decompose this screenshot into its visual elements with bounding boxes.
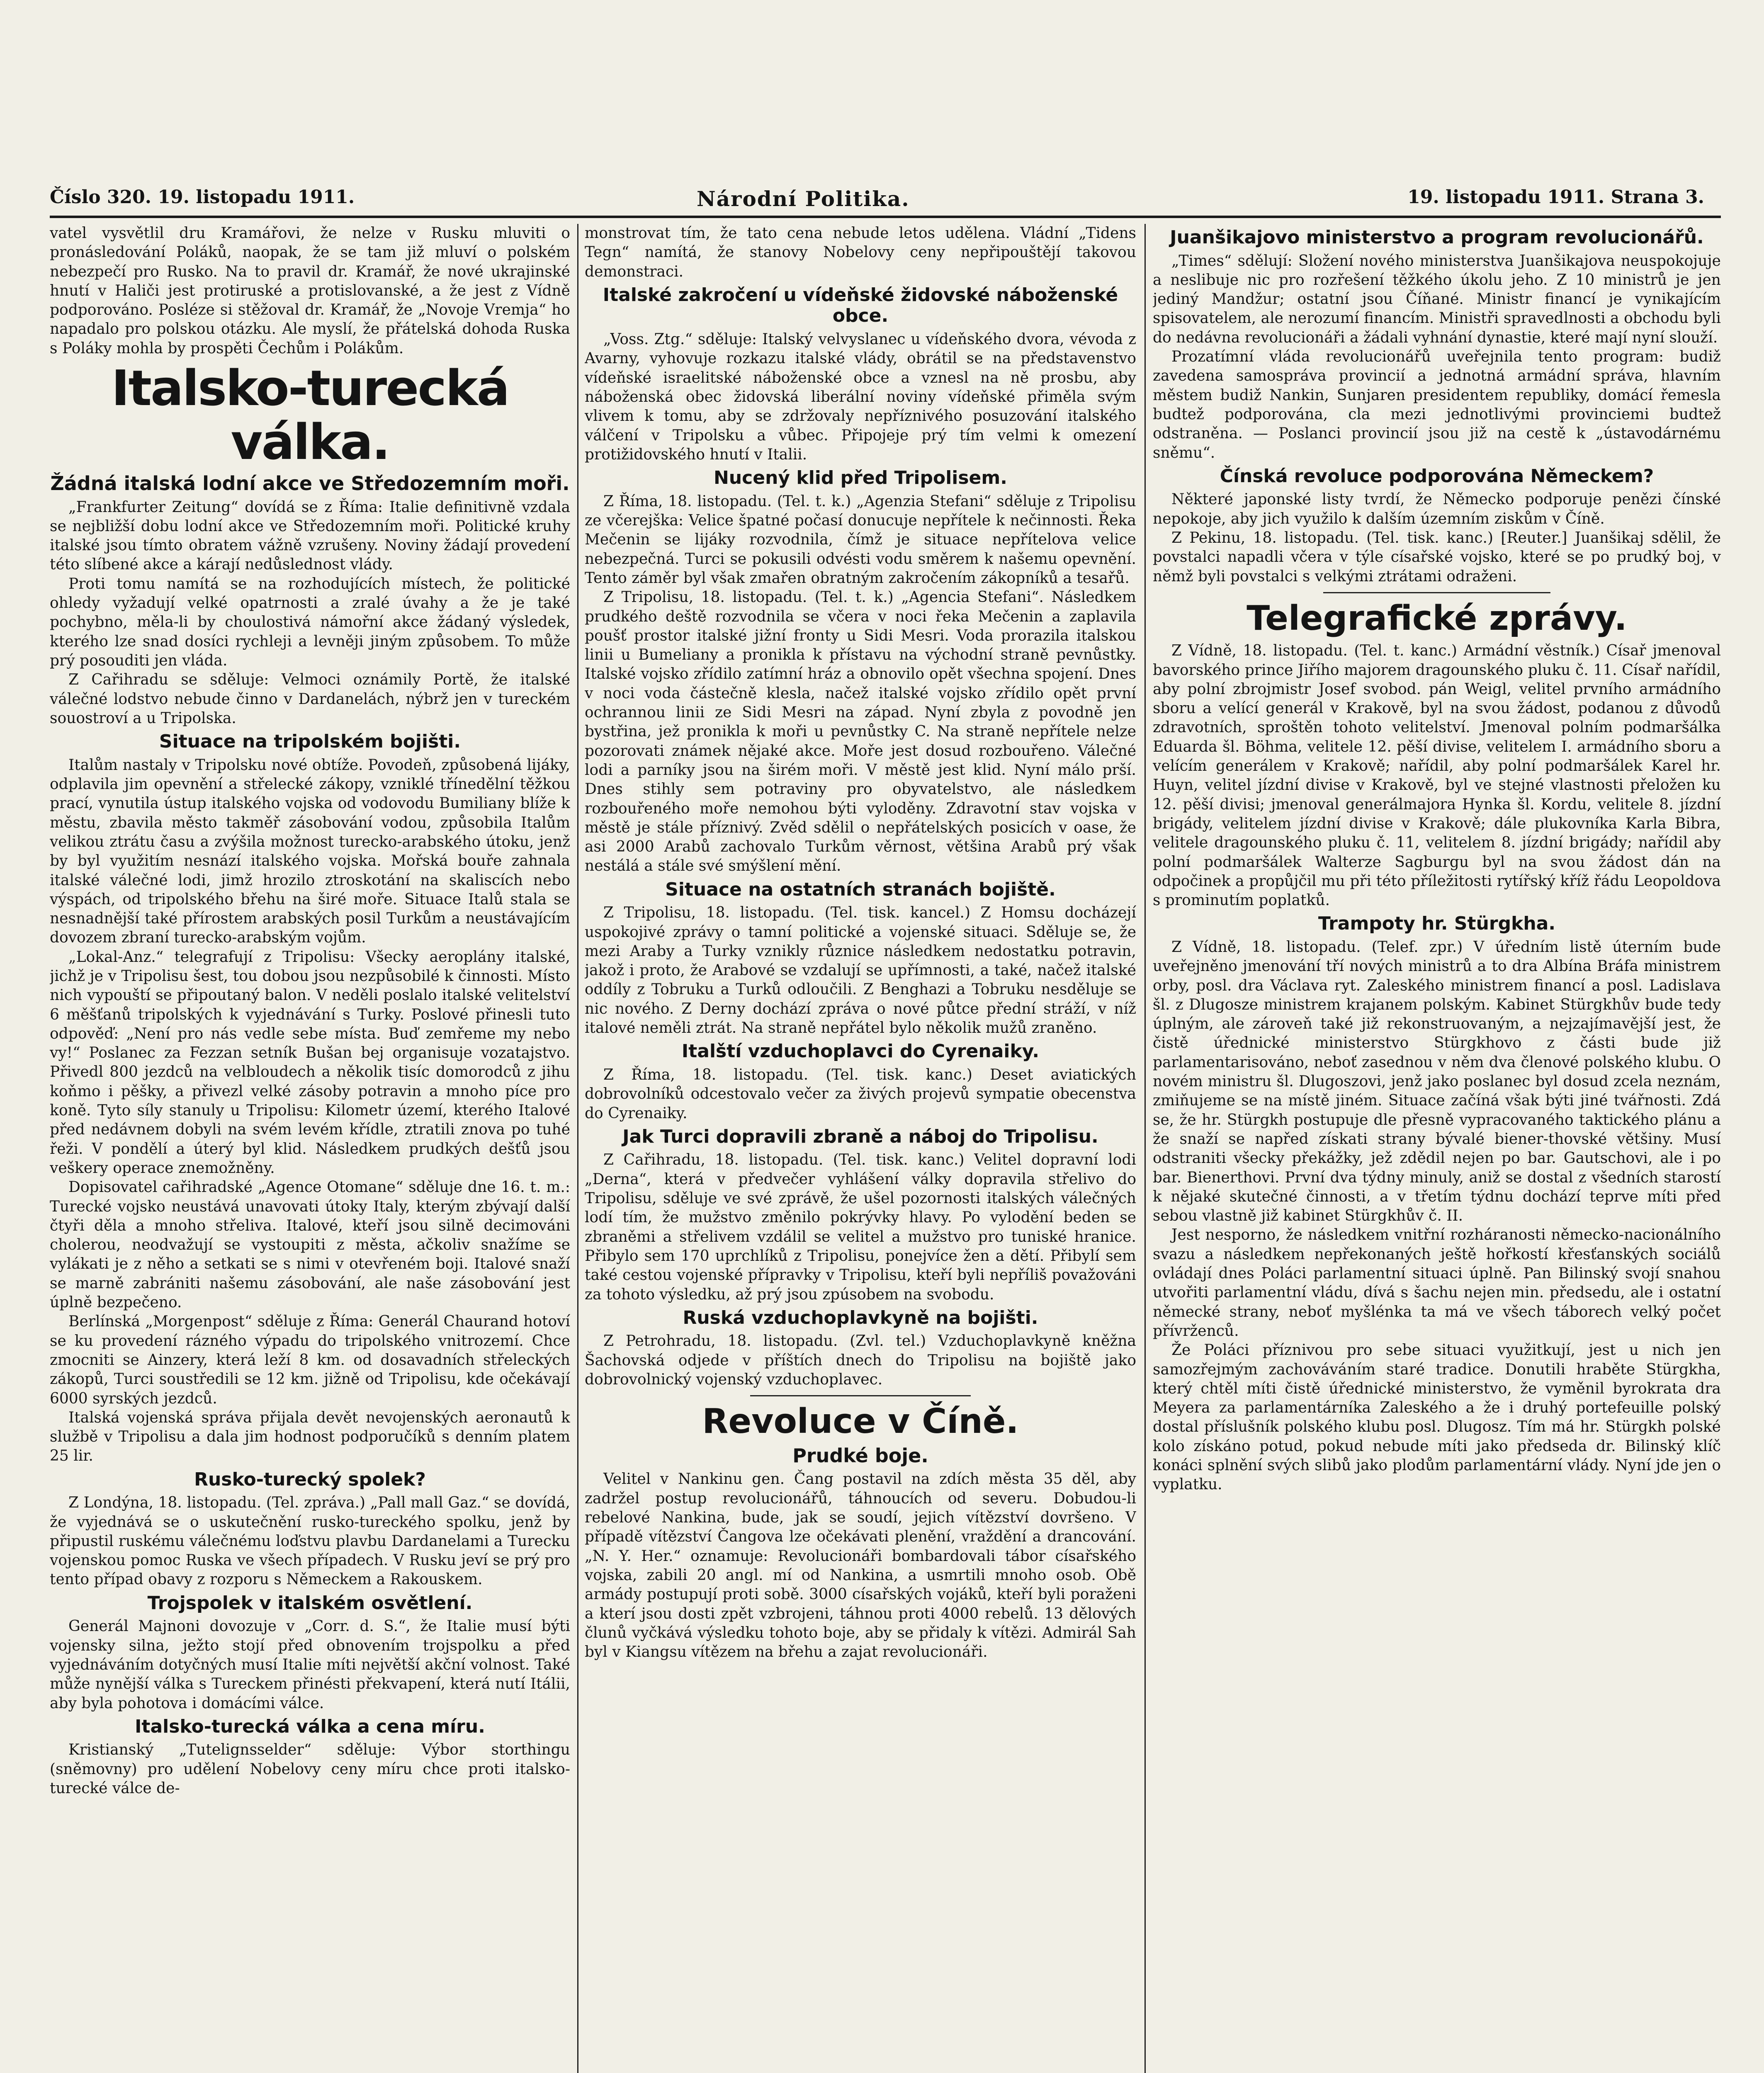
newspaper-page — [50, 0, 1721, 2073]
column-3 — [1153, 224, 1721, 2073]
column-2 — [585, 224, 1136, 2073]
col2-paragraph: Z Tripolisu, 18. listopadu. (Tel. tisk. kancel.) Z Homsu docházejí uspokojivé zprávy o tamní politické a vojenské situaci. Sděluje se, že mezi Araby a Turky vznikly různice následkem nedostatku potravin, jakož i proto, že Arabové se vzdalují se upřímnosti, a také, načež italské oddíly z Tobruku a Turků odloučili. Z Benghazi a Tobruku nesděluje se nic nového. Z Derny dochází zpráva o nové půtce přední stráží, v níž italové neměli ztrát. Na straně nepřátel bylo několik mužů zraněno. — [585, 904, 1136, 1037]
col2-article-subtitle: Prudké boje. — [792, 1444, 928, 1467]
col1-section-heading: Trojspolek v italském osvětlení. — [147, 1592, 473, 1614]
column-divider-1 — [577, 224, 578, 2073]
col3-paragraph: Z Pekinu, 18. listopadu. (Tel. tisk. kanc.) [Reuter.] Juanšikaj sdělil, že povstalci napadli včera v týle císařské vojsko, které se po prudký boj, v němž byli povstalci s velkými ztrátami odraženi. — [1153, 529, 1721, 585]
col2-section-heading: Nucený klid před Tripolisem. — [714, 467, 1007, 489]
col1-paragraph: „Lokal-Anz.“ telegrafují z Tripolisu: Všecky aeroplány italské, jichž je v Tripolisu šest, tou dobou jsou nezpůsobilé k činnosti. Místo nich vypouští se připoutaný balon. V neděli poslalo italské velitelství 6 měšťanů tripolských k vyjednávání s Turky. Poslové přinesli tuto odpověď: „Není pro nás vedle sebe místa. Buď zemřeme my nebo vy!“ Poslanec za Fezzan setník Bušan bej organisuje vozatajstvo. Přivedl 800 jezdců na velbloudech a několik tisíc domorodců z jihu koňmo i pěšky, a přivezl velké zásoby potravin a mnoho píce pro koně. Tyto síly stanuly u Tripolisu: Kilometr území, kterého Italové před nedávnem dobyli na svém levém křídle, ztratili znova po tuhé řeži. V pondělí a úterý byl klid. Následkem prudkých dešťů jsou veškery operace znemožněny. — [50, 948, 570, 1177]
col1-paragraph: Italská vojenská správa přijala devět nevojenských aeronautů k službě v Tripolisu a dala jim hodnost podporučíků s denním platem 25 lir. — [50, 1409, 570, 1465]
col3-paragraph: Že Poláci příznivou pro sebe situaci využitkují, jest u nich jen samozřejmým zachováváním staré tradice. Donutili hraběte Stürgkha, který chtěl míti čistě úřednické ministerstvo, že vyměnil byrokrata dra Meyera za parlamentárníka Zaleského a že i druhý portefeuille polský dostal příslušník polského klubu posl. Dlugosz. Tím má hr. Stürgkh polské kolo získáno potud, pokud nebude míti jako předseda dr. Bilinský klíč konáci splnění svých slibů jako plodům parlamentární vlády. Nyní jde jen o vyplatku. — [1153, 1342, 1721, 1493]
col3-paragraph: Z Vídně, 18. listopadu. (Telef. zpr.) V úředním listě úterním bude uveřejněno jmenování tří nových ministrů a to dra Albína Bráfa ministrem orby, posl. dra Václava ryt. Zaleského ministrem financí a posl. Ladislava šl. z Dlugosze ministrem krajanem polským. Kabinet Stürgkhův bude tedy úplným, ale zároveň také již rekonstruovaným, a nejzajímavější jest, že čistě úřednické ministerstvo Stürgkhovo z části bude již parlamentarisováno, neboť zasednou v něm dva členové polského klubu. O novém ministru šl. Dlugoszovi, jenž jako poslanec byl dosud zcela neznám, zmiňujeme se na místě jiném. Situace začíná však býti jiné tvářnosti. Zdá se, že hr. Stürgkh postupuje dle přesně vypracovaného taktického plánu a že snaží se napřed získati strany bývalé biener-thovské většiny. Musí odstraniti všecky překážky, jež zdědil nejen po bar. Gautschovi, ale i po bar. Bienerthovi. První dva týdny minuly, aniž se dostal z všedních starostí k nějaké skutečné činnosti, a v třetím týdnu dochází teprve míti před sebou vlastně již kabinet Stürgkhův č. II. — [1153, 938, 1721, 1225]
col1-section-heading: Rusko-turecký spolek? — [194, 1469, 426, 1490]
col3-section-heading: Trampoty hr. Stürgkha. — [1318, 913, 1556, 935]
col2-paragraph: Z Tripolisu, 18. listopadu. (Tel. t. k.) „Agencia Stefani“. Následkem prudkého deště rozvodnila se včera v noci řeka Mečenin a zaplavila poušť prostor italské jižní fronty u Sidi Mesri. Voda prorazila italskou linii u Bumeliany a pronikla k přístavu na východní straně pevnůstky. Italské vojsko zřídilo zatímní hráz a obnovilo opět všechna spojení. Dnes v noci voda částečně klesla, načež italské vojsko zřídilo opět první ochrannou linii ze Sidi Mesri na západ. Nyní zbyla z povodně jen bystřina, jež pronikla k moři u pevnůstky C. Na straně nepřítele nelze pozorovati známek nějaké akce. Moře jest dosud rozbouřeno. Válečné lodi a parníky jsou na širém moři. V městě jest klid. Nyní málo prší. Dnes stihly sem potraviny pro obyvatelstvo, ale následkem rozbouřeného moře nemohou býti vyloděny. Zdravotní stav vojska v městě je stále příznivý. Zvěd sdělil o nepřátelských posicích v oase, že asi 2000 Arabů zachovalo Turkům věrnost, většina Arabů prý však nestálá a stále své smýšlení mění. — [585, 589, 1136, 875]
col2-paragraph: Velitel v Nankinu gen. Čang postavil na zdích města 35 děl, aby zadržel postup revolucionářů, táhnoucích od severu. Dobudou-li rebelové Nankina, bude, jak se soudí, jejich vítězství dovršeno. V případě vítězství Čangova lze očekávati plenění, vraždění a drancování. „N. Y. Her.“ oznamuje: Revolucionáři bombardovali tábor císařského vojska, zabili 20 angl. mí od Nankina, a usmrtili mnoho osob. Obě armády postupují proti sobě. 3000 císařských vojáků, kteří byli poraženi a kterí jsou dosti zpět vzbrojeni, táhnou proti 4000 rebelů. 13 dělových člunů vyčkává výsledku tohoto boje, aby se přidaly k vítězi. Admirál Sah byl v Kiangsu vítězem na břehu a zajat revolucionáři. — [585, 1471, 1136, 1661]
column-divider-2 — [1144, 224, 1146, 2073]
col3-paragraph: Jest nesporno, že následkem vnitřní rozháranosti německo-nacionálního svazu a následkem nepřekonaných ještě hořkostí křesťanských sociálů ovládají dnes Poláci parlamentní situaci úplně. Pan Bilinský svojí snahou utvořiti parlamentní vládu, dívá s šachu nejen min. předsedu, ale i ostatní německé strany, neboť myšlénka ta má ve všech táborech velký počet přívrženců. — [1153, 1226, 1721, 1340]
col1-paragraph: Proti tomu namítá se na rozhodujících místech, že politické ohledy vyžadují velké opatrnosti a zralé úvahy a že je také pochybno, měla-li by choulostivá námořní akce žádaný výsledek, kterého lze snad dosíci rychleji a levněji jiným způsobem. To může prý posouditi jen vláda. — [50, 575, 570, 669]
col1-article-subtitle: Žádná italská lodní akce ve Středozemním moři. — [50, 472, 570, 495]
header-rule — [50, 216, 1721, 218]
col1-article-title: Italsko-turecká válka. — [111, 359, 509, 471]
col3-paragraph: Z Vídně, 18. listopadu. (Tel. t. kanc.) Armádní věstník.) Císař jmenoval bavorského prince Jiřího majorem dragounského pluku č. 11. Císař nařídil, aby polní zbrojmistr Josef svobod. pán Weigl, velitel prvního armádního sboru a velící generál v Krakově, byl na svou žádost, podanou z důvodů zdravotních, sproštěn tohoto velitelství. Jmenoval polním podmaršálka Eduarda šl. Böhma, velitele 12. pěší divise, velitelem I. armádního sboru a velícím generálem v Krakově; nařídil, aby polní podmaršálek Karel hr. Huyn, velitel jízdní divise v Krakově, byl ve stejné vlastnosti přeložen ku 12. pěší divisi; jmenoval generálmajora Hynka šl. Kordu, velitele 8. jízdní brigády, velitelem jízdní divise v Krakově; dále plukovníka Karla Bibra, velitele dragounského pluku č. 11, velitelem 8. jízdní brigády; nařídil aby polní podmaršálek Walterze Sagburgu byl na svou žádost dán na odpočinek a propůjčil mu při této příležitosti rytířský kříž řádu Leopoldova s prominutím poplatků. — [1153, 642, 1721, 909]
col1-section-heading: Italsko-turecká válka a cena míru. — [135, 1716, 485, 1737]
col1-paragraph: Kristianský „Tutelignsselder“ sděluje: Výbor storthingu (sněmovny) pro udělení Nobelovy ceny míru chce proti italsko-turecké válce de- — [50, 1741, 570, 1797]
col3-section-heading: Čínská revoluce podporována Německem? — [1220, 465, 1654, 487]
article-divider — [1323, 592, 1550, 593]
col3-article-title: Telegrafické zprávy. — [1246, 598, 1627, 638]
col2-article-title: Revoluce v Číně. — [702, 1402, 1019, 1442]
col1-paragraph: Z Londýna, 18. listopadu. (Tel. zpráva.) „Pall mall Gaz.“ se dovídá, že vyjednává se o uskutečnění rusko-tureckého spolku, jenž by připustil ruskému válečnému loďstvu plavbu Dardanelami a Turecku vojenskou pomoc Ruska ve všech případech. V Rusku jeví se prý pro tento případ obavy z rozporu s Německem a Rakouskem. — [50, 1494, 570, 1588]
col3-paragraph: Prozatímní vláda revolucionářů uveřejnila tento program: budiž zavedena samospráva provincií a jednotná armádní správa, hlavním městem budiž Nankin, Sunjaren presidentem republiky, domácí řemesla budtež podporována, cla mezi jednotlivými provinciemi budtež odstraněna. — Poslanci provincií jsou již na cestě k „ústavodárnému sněmu“. — [1153, 348, 1721, 461]
col1-section-heading: Situace na tripolském bojišti. — [159, 731, 461, 752]
header-masthead: Národní Politika. — [697, 187, 910, 211]
col2-paragraph: Z Říma, 18. listopadu. (Tel. t. k.) „Agenzia Stefani“ sděluje z Tripolisu ze včerejška: Velice špatné počasí donucuje nepřítele k nečinnosti. Řeka Mečenin se lijáky rozvodnila, čímž je situace nepřítelova velice nebezpečná. Turci se pokusili odvésti vodu směrem k našemu opevnění. Tento záměr byl však zmařen obratným zakročením zákopníků a tesařů. — [585, 493, 1136, 587]
col2-section-heading: Italští vzduchoplavci do Cyrenaiky. — [681, 1041, 1040, 1062]
col1-intro: vatel vysvětlil dru Kramářovi, že nelze v Rusku mluviti o pronásledování Poláků, naopak, že se tam již mluví o polském nebezpečí pro Rusko. Na to pravil dr. Kramář, že nové ukrajinské hnutí v Haliči jest protiruské a protislovanské, a že jest z Vídně podporováno. Posléze si stěžoval dr. Kramář, že „Novoje Vremja“ ho napadalo pro polskou otázku. Ale myslí, že přátelská dohoda Ruska s Poláky mohla by prospěti Čechům i Polákům. — [50, 225, 570, 357]
col2-paragraph: „Voss. Ztg.“ sděluje: Italský velvyslanec u vídeňského dvora, vévoda z Avarny, vyhovuje rozkazu italské vlády, obrátil se na představenstvo vídeňské israelitské náboženské obce a vznesl na ně prosbu, aby náboženská obec židovská liberální noviny vídeňské přiměla svým vlivem k tomu, aby se zdržovaly nepříznivého posuzování italského válčení v Tripolsku a vůbec. Připojeje prý tím velmi k omezení protižidovského hnutí v Italii. — [585, 331, 1136, 463]
col2-intro: monstrovat tím, že tato cena nebude letos udělena. Vládní „Tidens Tegn“ namítá, že stanovy Nobelovy ceny nepřipouštějí takovou demonstraci. — [585, 225, 1136, 280]
col1-paragraph: Berlínská „Morgenpost“ sděluje z Říma: Generál Chaurand hotoví se ku provedení rázného výpadu do tripolského vnitrozemí. Chce zmocniti se Ainzery, která leží 8 km. od dosavadních střeleckých zákopů, Turci soustředili se 12 km. jižně od Tripolisu, kde očekávají 6000 syrských jezdců. — [50, 1313, 570, 1407]
header-page-number: 19. listopadu 1911. Strana 3. — [1407, 187, 1704, 208]
col2-section-heading: Jak Turci dopravili zbraně a náboj do Tripolisu. — [622, 1126, 1098, 1147]
col2-section-heading: Situace na ostatních stranách bojiště. — [665, 879, 1056, 900]
col1-paragraph: Italům nastaly v Tripolsku nové obtíže. Povodeň, způsobená lijáky, odplavila jim opevnění a střelecké zákopy, vzniklé třínedělní těžkou prací, vynutila ústup italského vojska od vodovodu Bumiliany blíže k městu, zbavila město takměř zásobování vodou, způsobila Italům velikou ztrátu času a zvýšila možnost turecko-arabského útoku, jenž by byl využitím nesnází italského vojska. Mořská bouře zahnala italské válečné lodi, jimž hrozilo ztroskotání na skaliscích nebo výspách, od tripolského břehu na širé moře. Situace Italů stala se nesnadnější také přírostem arabských posil Turkům a neustávajícím dovozem zbraní turecko-arabským vojům. — [50, 756, 570, 947]
article-divider — [750, 1395, 971, 1396]
col3-paragraph: „Times“ sdělují: Složení nového ministerstva Juanšikajova neuspokojuje a neslibuje nic pro rozřešení těžkého úkolu jeho. Z 10 ministrů je jen jediný Mandžur; ostatní jsou Číňané. Ministr financí je vynikajícím spisovatelem, ale nerozumí financím. Ministři spravedlnosti a obchodu byli do nedávna revolucionáři a žádali vyhnání dynastie, které mají nyní slouží. — [1153, 252, 1721, 346]
page-header — [50, 187, 1721, 216]
header-issue-date: Číslo 320. 19. listopadu 1911. — [50, 187, 355, 208]
col2-paragraph: Z Cařihradu, 18. listopadu. (Tel. tisk. kanc.) Velitel dopravní lodi „Derna“, která v předvečer vyhlášení války dopravila střelivo do Tripolisu, sděluje ve své zprávě, že ušel pozornosti italských válečných lodí tím, že mužstvo změnilo pokrývky hlavy. Po vylodění beden se zbraněmi a střelivem vzdálil se velitel a mužstvo pro tuniské hranice. Přibylo sem 170 uprchlíků z Tripolisu, ponejvíce žen a dětí. Přibylí sem také cestou vojenské přípravky v Tripolisu, kteří byli nepříliš považováni za tohoto výsledku, až prý jsou zpúsobem na svobodu. — [585, 1151, 1136, 1303]
col2-paragraph: Z Petrohradu, 18. listopadu. (Zvl. tel.) Vzduchoplavkyně kněžna Šachovská odjede v příštích dnech do Tripolisu na bojiště jako dobrovolnický vojenský vzduchoplavec. — [585, 1333, 1136, 1388]
col1-paragraph: Z Cařihradu se sděluje: Velmoci oznámily Portě, že italské válečné lodstvo nebude činno v Dardanelách, nýbrž jen v tureckém souostroví a u Tripolska. — [50, 671, 570, 727]
col2-paragraph: Z Říma, 18. listopadu. (Tel. tisk. kanc.) Deset aviatických dobrovolníků odcestovalo večer za živých projevů sympatie obecenstva do Cyrenaiky. — [585, 1066, 1136, 1122]
col2-section-heading: Italské zakročení u vídeňské židovské náboženské obce. — [603, 284, 1118, 327]
col1-paragraph: „Frankfurter Zeitung“ dovídá se z Říma: Italie definitivně vzdala se nejbližší dobu lodní akce ve Středozemním moři. Politické kruhy italské jsou tímto obratem vážně vzrušeny. Noviny žádají provedení této slíbené akce a kárají nedůslednost vlády. — [50, 498, 570, 573]
column-1 — [50, 224, 570, 2073]
col1-paragraph: Dopisovatel cařihradské „Agence Otomane“ sděluje dne 16. t. m.: Turecké vojsko neustává unavovati útoky Italy, kterým zbývají další čtyři děla a mnoho střeliva. Italové, kteří jsou silně decimováni cholerou, neodvažují se vystoupiti z města, ačkoliv snažíme se vylákati je z něho a setkati se s nimi v otevřeném boji. Italové snaží se marně zabrániti našemu zásobování, ale naše zásobování jest úplně bezpečeno. — [50, 1179, 570, 1311]
col2-section-heading: Ruská vzduchoplavkyně na bojišti. — [683, 1307, 1038, 1328]
col3-section-heading: Juanšikajovo ministerstvo a program revolucionářů. — [1170, 227, 1704, 248]
col1-paragraph: Generál Majnoni dovozuje v „Corr. d. S.“, že Italie musí býti vojensky silna, ježto stojí před obnovením trojspolku a před vyjednáváním dotyčných musí Italie míti největší akční volnost. Také může nynější válka s Tureckem přinésti překvapení, která nutí Itálii, aby byla pohotova i domácími válce. — [50, 1618, 570, 1712]
col3-paragraph: Některé japonské listy tvrdí, že Německo podporuje penězi čínské nepokoje, aby jich využilo k dalším územním ziskům v Číně. — [1153, 491, 1721, 527]
